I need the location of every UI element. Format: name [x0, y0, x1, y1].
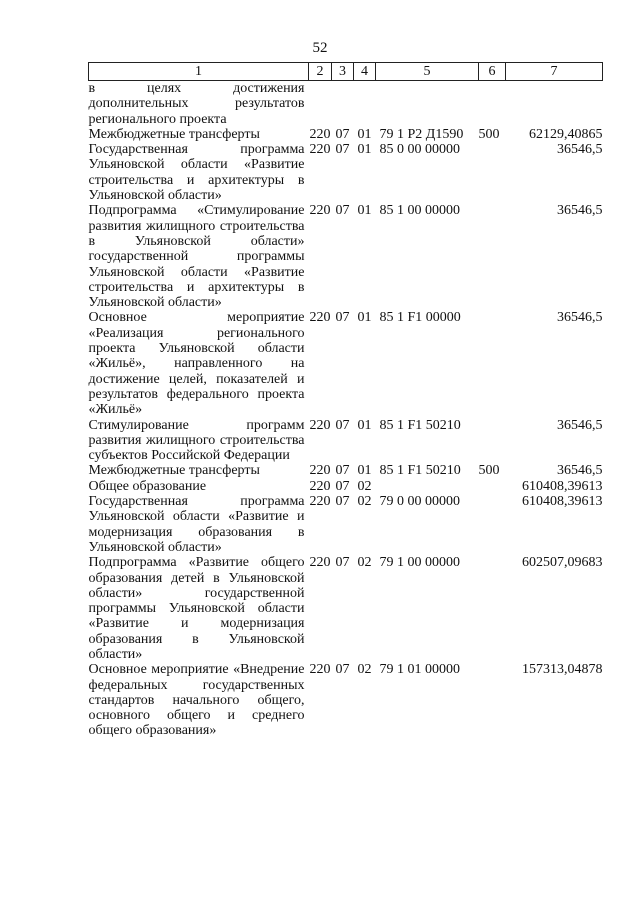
table-row [89, 127, 603, 142]
row-code-ministry: 220 [309, 310, 331, 326]
column-header-2: 2 [309, 63, 332, 81]
row-code-expense-type [479, 81, 506, 127]
page-number: 52 [312, 40, 328, 56]
row-name: Межбюджетные трансферты [88, 463, 260, 479]
row-code-ministry: 220 [309, 203, 331, 219]
column-header-1: 1 [89, 63, 309, 81]
row-amount: 602507,09683 [522, 555, 603, 571]
row-code-target: 85 1 F1 50210 [379, 417, 461, 433]
row-code-subsection: 02 [357, 494, 372, 510]
row-code-expense-type [479, 418, 506, 464]
row-amount: 36546,5 [557, 310, 603, 326]
table-row [89, 310, 603, 417]
row-code-expense-type [479, 203, 506, 310]
header-row [89, 63, 603, 81]
row-code-subsection [354, 81, 376, 127]
column-header-5: 5 [376, 63, 479, 81]
row-name: Подпрограмма «Стимулирование развития жилищного строительства в Ульяновской области» государственной программы Ульяновской области «Развитие строительства и архитектуры в Ульяновской области» [88, 203, 305, 311]
row-code-section: 07 [335, 494, 350, 510]
row-code-ministry: 220 [309, 142, 331, 158]
row-name: Общее образование [88, 478, 207, 494]
row-code-target: 85 0 00 00000 [379, 142, 460, 158]
row-name: Государственная программа Ульяновской области «Развитие строительства и архитектуры в Ульяновской области» [88, 142, 305, 204]
row-code-section: 07 [335, 662, 350, 678]
row-code-subsection: 02 [357, 555, 372, 571]
table-row [89, 555, 603, 662]
row-code-section: 07 [335, 463, 350, 479]
row-name: Основное мероприятие «Внедрение федеральных государственных стандартов начального общего, основного общего и среднего общего образования» [88, 662, 305, 739]
row-code-ministry: 220 [309, 662, 331, 678]
row-name: Межбюджетные трансферты [88, 126, 260, 142]
row-name: Государственная программа Ульяновской области «Развитие и модернизация образования в Ульяновской области» [88, 494, 305, 555]
row-amount: 36546,5 [557, 417, 603, 433]
row-code-ministry: 220 [309, 417, 331, 433]
row-code-target: 79 1 00 00000 [379, 555, 460, 571]
row-amount [506, 81, 603, 127]
row-code-expense-type [479, 479, 506, 494]
row-code-section: 07 [335, 555, 350, 571]
row-code-section: 07 [335, 478, 350, 494]
row-amount: 36546,5 [557, 463, 603, 479]
column-header-7: 7 [506, 63, 603, 81]
row-code-expense-type [479, 494, 506, 555]
row-code-ministry [309, 81, 332, 127]
row-code-ministry: 220 [309, 555, 331, 571]
row-code-ministry: 220 [309, 478, 331, 494]
row-code-target: 85 1 F1 50210 [379, 463, 461, 479]
row-code-target: 79 0 00 00000 [379, 494, 460, 510]
row-code-target [376, 81, 479, 127]
row-amount: 36546,5 [557, 203, 603, 219]
row-amount: 62129,40865 [529, 126, 603, 142]
row-name: в целях достижения дополнительных результатов регионального проекта [88, 81, 305, 127]
row-code-subsection: 01 [357, 310, 372, 326]
row-code-subsection: 01 [357, 142, 372, 158]
row-code-expense-type [479, 310, 506, 417]
row-code-subsection: 01 [357, 463, 372, 479]
row-code-expense-type: 500 [478, 463, 500, 479]
row-code-target [376, 479, 479, 494]
table-row [89, 479, 603, 494]
row-code-section: 07 [335, 142, 350, 158]
row-code-subsection: 01 [357, 417, 372, 433]
row-code-section [332, 81, 354, 127]
row-code-subsection: 02 [357, 662, 372, 678]
row-code-section: 07 [335, 126, 350, 142]
table-row [89, 463, 603, 478]
row-code-subsection: 01 [357, 126, 372, 142]
column-header-4: 4 [354, 63, 376, 81]
table-row [89, 203, 603, 310]
table-row [89, 81, 603, 127]
row-code-section: 07 [335, 310, 350, 326]
row-code-expense-type [479, 555, 506, 662]
column-header-3: 3 [332, 63, 354, 81]
budget-table [88, 62, 603, 739]
row-code-section: 07 [335, 203, 350, 219]
row-code-subsection: 02 [357, 478, 372, 494]
row-code-expense-type [479, 662, 506, 738]
row-code-ministry: 220 [309, 126, 331, 142]
row-name: Основное мероприятие «Реализация регионального проекта Ульяновской области «Жильё», направленного на достижение целей, показателей и результатов федерального проекта «Жильё» [88, 310, 305, 418]
row-amount: 36546,5 [557, 142, 603, 158]
table-row [89, 418, 603, 464]
row-code-target: 85 1 F1 00000 [379, 310, 461, 326]
row-code-target: 79 1 01 00000 [379, 662, 460, 678]
column-header-6: 6 [479, 63, 506, 81]
row-amount: 610408,39613 [522, 478, 603, 494]
table-row [89, 142, 603, 203]
row-code-ministry: 220 [309, 494, 331, 510]
row-code-expense-type [479, 142, 506, 203]
table-row [89, 662, 603, 738]
row-code-expense-type: 500 [478, 126, 500, 142]
row-amount: 610408,39613 [522, 494, 603, 510]
row-name: Подпрограмма «Развитие общего образования детей в Ульяновской области» государственной программы Ульяновской области «Развитие и модернизация образования в Ульяновской области» [88, 555, 305, 662]
row-name: Стимулирование программ развития жилищного строительства субъектов Российской Федерации [88, 417, 305, 464]
table-row [89, 494, 603, 555]
row-code-section: 07 [335, 417, 350, 433]
row-code-target: 85 1 00 00000 [379, 203, 460, 219]
row-code-subsection: 01 [357, 203, 372, 219]
row-amount: 157313,04878 [522, 662, 603, 678]
row-code-ministry: 220 [309, 463, 331, 479]
row-code-target: 79 1 Р2 Д1590 [379, 126, 464, 142]
